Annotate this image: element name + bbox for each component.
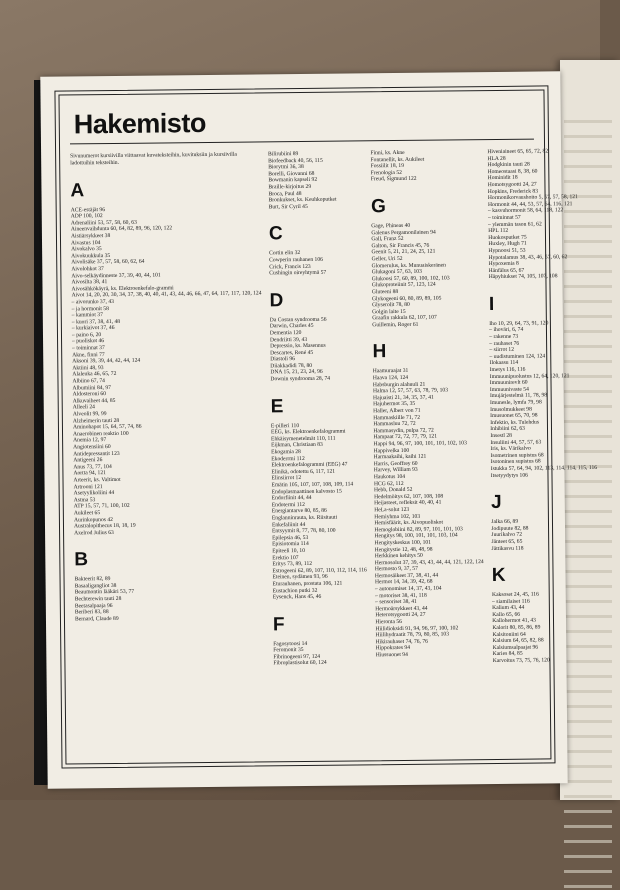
index-entry: Darwin, Charles 45 [269, 323, 314, 330]
index-entry: Hajuaisti 21, 34, 35, 37, 41 [372, 394, 434, 402]
index-entry: Iho 10, 29, 64, 73, 91, 120 [489, 320, 549, 327]
index-entry: Angiotensiini 60 [73, 443, 111, 451]
index-entry: Homeostaasi 8, 38, 60 [487, 168, 538, 175]
index-entry: – kuori 37, 38, 41, 48 [71, 318, 121, 326]
index-entry: Inhibiini 62, 63 [490, 426, 525, 433]
index-entry: Haukotus 104 [373, 473, 406, 481]
index-entry: Aivot 14, 20, 20, 30, 34, 37, 38, 40, 40, 41, 43, 44, 46, 66, 47, 64, 117, 117, 120, 124 [71, 290, 262, 299]
index-entry: – motoriset 38, 41, 118 [375, 592, 427, 599]
index-entry: Crick, Francis 123 [269, 263, 311, 270]
index-entry: HCG 62, 112 [373, 480, 404, 487]
index-entry: Itsetyydytys 106 [490, 472, 528, 479]
index-entry: Elinikä, odotettu 6, 117, 121 [271, 468, 336, 476]
index-entry: Hominidit 18 [487, 175, 518, 182]
index-entry: DNA 15, 21, 23, 24, 96 [270, 369, 323, 376]
index-entry: Aurinkopunos 42 [73, 516, 113, 523]
index-entry: Arteerit, ks. Valtimot [73, 476, 121, 484]
index-entry: Hermot 14, 34, 39, 42, 68 [374, 579, 433, 586]
index-entry: Hammasydin, pulpa 72, 72 [373, 427, 434, 435]
index-entry: Happi 94, 96, 97, 100, 101, 101, 102, 103 [373, 440, 467, 448]
index-entry: Hebb, Donald 52 [373, 487, 413, 494]
index-entry: Estrogeeni 62, 89, 107, 110, 112, 114, 116 [272, 567, 367, 575]
index-entry: Cushingin oireyhtymä 57 [269, 269, 327, 277]
index-entry: Aivokalvo 35 [71, 246, 102, 253]
index-entry: Alkuvaiheet 44, 85 [72, 397, 116, 405]
index-entry: Bakteerit 82, 89 [74, 576, 111, 583]
index-entry: Kallo 65, 66 [492, 611, 521, 618]
index-entry: Dendriitti 39, 43 [269, 336, 308, 343]
index-entry: Ehkäisymenetelmät 110, 111 [271, 435, 336, 443]
index-entry: Fagosytoosi 14 [273, 640, 308, 648]
index-entry: Axelrod Julius 63 [74, 529, 114, 537]
index-entry: Imusuonet 65, 70, 98 [490, 412, 538, 420]
index-entry: Hodgkinin tauti 28 [487, 161, 530, 169]
index-entry: Hajuhermot 35, 35 [373, 401, 416, 408]
index-entry: Aortta 94, 121 [73, 470, 106, 477]
index-entry: Heijasteet, refleksit 40, 40, 41 [374, 499, 442, 507]
index-entry: Aivosilta 38, 41 [71, 279, 108, 286]
index-entry: Immuunirevlt 60 [489, 379, 528, 387]
index-entry: Imusolmukkeet 98 [490, 406, 532, 413]
index-entry: HeLa-solut 123 [374, 506, 410, 514]
index-entry: Hormonit 44, 44, 53, 57, 64, 116, 121 [487, 200, 573, 208]
index-entry: Australopithecus 18, 18, 19 [73, 522, 136, 530]
index-entry: Graafin rakkula 62, 107, 107 [372, 314, 437, 322]
index-entry: Endorfiinit 44, 44 [271, 495, 312, 502]
index-entry: Glyserolit 78, 80 [372, 301, 410, 309]
index-entry: Diastoli 96 [270, 356, 295, 363]
index-entry: Fibroplastisolut 60, 124 [273, 660, 327, 667]
index-entry: Finni, ks. Akne [370, 149, 405, 157]
index-entry: Aldosteroni 60 [72, 391, 107, 398]
index-entry: Beaumontin lääkäri 53, 77 [74, 589, 135, 596]
index-entry: Aivokuukkula 35 [71, 252, 111, 260]
index-entry: Glomerulus, ks. Munuaiskeränen [371, 262, 446, 269]
index-entry: Hengityskeskus 100, 101 [374, 539, 431, 547]
index-entry: EEG, ks. Elektroenkefalogrammi [270, 428, 346, 436]
index-entry: Galenus Pergamonilainen 94 [371, 229, 436, 236]
index-entry: Emätin 105, 107, 107, 108, 109, 114 [271, 481, 354, 489]
index-entry: Aivastus 104 [70, 239, 101, 246]
index-entry: Ekogamia 28 [271, 449, 301, 456]
index-entry: Gall, Franz 52 [371, 236, 404, 243]
section-letter: K [491, 564, 506, 587]
index-entry: Feromonit 35 [273, 647, 304, 654]
index-entry: Diiakkadidi 78, 80 [270, 362, 313, 370]
index-entry: Hopkins, Frederick 83 [487, 188, 539, 195]
index-entry: Haller, Albert von 71 [373, 407, 421, 415]
index-entry: – toiminnat 57 [488, 214, 521, 221]
section-letter: J [490, 492, 502, 514]
index-entry: Iris, ks. Värikalvo [490, 445, 531, 453]
index-entry: – paino 6, 20 [71, 331, 102, 339]
index-entry: Fibrinogeeni 97, 124 [273, 653, 321, 661]
index-entry: Aksoni 39, 39, 44, 42, 44, 124 [72, 357, 141, 365]
index-entry: Immuunipuolustus 12, 64, 120, 121 [489, 372, 570, 380]
index-entry: Bechterewin tauti 28 [74, 595, 122, 603]
index-entry: HPL 112 [488, 227, 509, 235]
index-entry: Hippokrates 94 [375, 645, 411, 652]
index-entry: Aivo-selkäydinneste 37, 39, 40, 44, 101 [71, 272, 161, 279]
index-entry: – puoliskot 46 [72, 338, 105, 345]
index-entry: – rauhaset 76 [489, 340, 520, 347]
index-entry: Gluteeni 88 [371, 288, 399, 296]
index-entry: Fontanellit, ks. Aukileet [370, 156, 425, 163]
index-entry: E-pilleri 110 [270, 422, 300, 430]
section-letter: D [269, 289, 284, 312]
index-entry: Glukoosi 57, 60, 89, 100, 102, 103 [371, 275, 450, 283]
index-column [487, 148, 600, 755]
index-entry: Epilepsia 46, 53 [272, 534, 309, 542]
index-entry: Harvey, William 93 [373, 467, 418, 474]
index-entry: Frenologia 52 [370, 169, 402, 177]
index-entry: Jänteet 65, 65 [491, 538, 523, 545]
index-entry: Hammaskiille 71, 72 [373, 414, 421, 421]
index-entry: Bernard, Claude 89 [74, 615, 119, 623]
index-entry: Antidepressantit 123 [73, 450, 120, 457]
index-entry: Hiveniaineet 65, 65, 72, 82 [487, 148, 549, 156]
index-entry: Hermosto 9, 37, 57 [374, 566, 418, 573]
index-entry: Juurikalvo 72 [491, 532, 523, 539]
index-entry: Guillemin, Roger 61 [372, 321, 419, 329]
index-entry: – ylemmän tason 61, 62 [488, 221, 542, 228]
index-entry: Akne, finni 77 [72, 351, 105, 359]
index-entry: Aminohapot 15, 64, 57, 74, 86 [72, 423, 142, 431]
index-entry: Aivolohkot 37 [71, 266, 104, 273]
index-entry: – siirrot 12 [489, 347, 515, 354]
index-entry: Karvoitus 73, 75, 76, 120 [492, 657, 550, 665]
index-entry: HLA 28 [487, 155, 506, 162]
index-entry: Ilokaasu 114 [489, 360, 519, 367]
index-entry: Freud, Sigmund 122 [370, 176, 417, 183]
index-columns [70, 148, 598, 760]
index-entry: Homotsygootti 24, 27 [487, 181, 537, 189]
index-entry: Insuliini 44, 57, 57, 63 [490, 439, 542, 446]
index-entry: – toiminnat 37 [72, 345, 105, 352]
index-entry: Da Costan syndrooma 56 [269, 316, 327, 324]
index-entry: – siamilaiset 116 [492, 598, 530, 605]
index-entry: Golgin laite 15 [372, 308, 406, 315]
index-entry: Astma 53 [73, 496, 96, 504]
index-entry: Hammasluu 72, 72 [373, 421, 416, 428]
index-entry: Aivolisäke 37, 57, 58, 60, 62, 64 [71, 259, 145, 266]
index-entry: – kasvuhormonit 58, 64, 118, 122 [487, 207, 564, 215]
index-entry: ACE-estäjät 96 [70, 206, 106, 214]
index-entry: Haava 124, 124 [372, 374, 409, 382]
index-entry: Eturauhanen, prostata 106, 121 [272, 580, 343, 588]
index-entry: Geenit 5, 21, 21, 24, 25, 121 [371, 248, 436, 256]
index-entry: ATP 15, 57, 71, 100, 102 [73, 503, 130, 510]
index-entry: Kallohermot 41, 43 [492, 618, 536, 625]
index-entry: Eijkman, Christiaan 83 [271, 442, 323, 449]
index-entry: Hedelmöitys 62, 107, 108, 108 [374, 493, 444, 501]
index-entry: Hiilihydraatit 78, 79, 80, 85, 103 [375, 631, 450, 639]
index-entry: Eustachion putki 32 [272, 587, 318, 594]
index-entry: Häpyhiukset 74, 105, 107, 108 [488, 273, 558, 281]
index-entry: Hormonikorvaushoito 5, 57, 57, 58, 121 [487, 194, 578, 202]
section-letter: A [70, 179, 85, 202]
index-entry: Jodipuute 82, 88 [491, 525, 529, 532]
index-entry: Burt, Sir Cyril 45 [268, 203, 308, 211]
section-letter: E [270, 395, 284, 418]
index-entry: Biofeedback 40, 56, 115 [268, 157, 323, 164]
index-entry: Albiino 67, 74 [72, 378, 105, 385]
index-entry: Endoplasmaattinen kalvosto 15 [271, 488, 342, 495]
index-entry: Hemoglobiini 82, 89, 97, 101, 101, 103 [374, 526, 463, 533]
index-entry: Albumiini 84, 97 [72, 384, 111, 392]
index-entry: Imunesle, lymfa 79, 98 [489, 399, 542, 407]
index-entry: Hermosolut 37, 39, 43, 43, 44, 44, 121, 122, 124 [374, 558, 484, 566]
index-entry: Bilirubiini 89 [268, 151, 299, 158]
index-entry: Harmaakaihi, kaihi 121 [373, 453, 427, 461]
index-entry: Galton, Sir Francis 45, 76 [371, 242, 430, 250]
index-entry: Ekoderrmi 112 [271, 455, 305, 462]
index-entry: Imujärjestelmä 11, 78, 98 [489, 392, 548, 400]
index-entry: ADP 100, 102 [70, 213, 103, 220]
index-entry: Alleeli 24 [72, 404, 96, 411]
index-entry: Borelli, Giovanni 68 [268, 170, 315, 178]
index-entry: Elektroenkefalogrammi (EEG) 47 [271, 461, 348, 469]
index-entry: Aktiini 48, 93 [72, 364, 104, 372]
index-entry: Jalka 66, 89 [491, 518, 519, 526]
index-entry: Episiotomia 114 [272, 541, 309, 548]
index-entry: Endotermi 112 [271, 501, 305, 509]
index-entry: Cowperin rauhanen 106 [269, 256, 323, 264]
index-entry: Hieronta 56 [375, 619, 402, 626]
index-entry: Entsyymit 8, 77, 78, 80, 100 [271, 527, 336, 535]
index-entry: Anaerobinen reaktio 100 [72, 430, 129, 438]
index-entry: Kalorit 80, 85, 86, 89 [492, 624, 541, 632]
index-entry: – kammiot 37 [71, 312, 103, 319]
index-entry: Adrenaliini 53, 57, 58, 60, 63 [70, 219, 137, 227]
index-entry: Jättikasvu 118 [491, 545, 524, 552]
index-entry: Englanninrauta, ks. Riisitauti [271, 514, 338, 522]
index-entry: Antigeeni 26 [73, 457, 103, 464]
index-entry: – aivorunko 37, 43 [71, 298, 114, 306]
index-entry: Habsburgin alahuuli 21 [372, 381, 426, 388]
index-entry: Hänfälus 65, 67 [488, 267, 525, 274]
index-entry: Hermoärsykkeet 43, 44 [375, 605, 428, 613]
index-entry: Downin syndrooma 28, 74 [270, 375, 331, 383]
index-entry: Haamuraajat 31 [372, 368, 409, 375]
section-letter: G [370, 196, 386, 218]
index-entry: Insestl 28 [490, 432, 512, 440]
index-entry: Kaksoset 24, 45, 116 [491, 591, 539, 599]
index-entry: Hiussuonet 94 [375, 651, 408, 659]
index-entry: Anus 73, 77, 104 [73, 463, 112, 471]
index-entry: – autonomiset 14, 37, 43, 104 [375, 585, 442, 593]
section-letter: H [372, 341, 387, 363]
index-entry: Hiilidioksidi 91, 94, 96, 97, 100, 102 [375, 625, 459, 632]
index-entry: – ja hormonit 58 [71, 305, 109, 312]
index-entry: – ihoväri, 6, 74 [489, 327, 524, 334]
section-letter: B [74, 549, 89, 571]
index-entry: Elinsiirrot 12 [271, 475, 302, 482]
index-entry: – kurkiaivot 37, 46 [71, 325, 115, 332]
index-entry: Energiantarve 80, 85, 86 [271, 508, 327, 515]
index-entry: Descartes, René 45 [270, 349, 314, 357]
index-entry: Kalsiumsalpaajat 96 [492, 644, 539, 651]
index-entry: Hemisfäärit, ks. Aivopuoliskot [374, 519, 444, 527]
index-entry: Eysenck, Hans 45, 46 [272, 593, 322, 601]
index-entry: Aivosähkökäyrä, ks. Elektroenkefalo-grammi [71, 285, 174, 293]
index-entry: Beriberi 83, 88 [74, 609, 109, 616]
index-page [40, 71, 598, 788]
index-entry: Aineenvaihdunta 60, 64, 82, 89, 96, 120, 122 [70, 225, 173, 233]
index-entry: – uudistuminen 124, 124 [489, 353, 546, 360]
index-entry: Braille-kirjoitus 29 [268, 183, 312, 191]
index-entry: Hypotalamus 38, 43, 46, 57, 60, 62 [488, 253, 568, 261]
index-entry: Kalium 43, 44 [492, 604, 525, 612]
index-entry: – sensoriset 38, 41 [375, 599, 417, 606]
section-letter: I [488, 293, 495, 315]
index-entry: Kalsium 64, 65, 82, 88 [492, 637, 544, 645]
index-entry: Hemiyhma 102, 103 [374, 513, 421, 520]
index-entry: Happivelka 100 [373, 447, 410, 454]
index-entry: – rakenne 73 [489, 333, 519, 341]
index-entry: Istukka 57, 64, 94, 102, 113, 114, 114, 115, 116 [490, 464, 598, 472]
index-entry: Dementia 120 [269, 329, 302, 337]
index-entry: Aukileet 65 [73, 510, 101, 517]
index-entry: Isometrinen supistus 68 [490, 452, 544, 459]
index-entry: Geller, Uri 52 [371, 255, 403, 263]
index-entry: Glukagoni 57, 63, 103 [371, 268, 422, 276]
index-entry: Erektio 107 [272, 554, 299, 561]
index-column [370, 149, 485, 756]
index-intro: Sivunumerot kursiivilla viittaavat kuvateksteihin, kuvituksiin ja kursiivilla ladottuihin teksteihin. [70, 151, 237, 167]
index-entry: Eritys 73, 89, 112 [272, 561, 313, 568]
index-entry: Cortin elin 32 [269, 250, 301, 257]
section-letter: F [272, 613, 285, 636]
index-entry: Glykogeeni 60, 80, 89, 89, 105 [371, 295, 442, 302]
page-frame [58, 89, 598, 764]
index-entry: Hermosäikeet 37, 38, 41, 44 [374, 572, 439, 580]
index-entry: Biorytmi 36, 38 [268, 164, 304, 171]
index-entry: Karies 84, 85 [492, 651, 523, 658]
index-entry: Heterotsygootti 24, 27 [375, 612, 426, 619]
index-entry: Hengitys 98, 100, 101, 101, 103, 104 [374, 532, 458, 540]
index-entry: Herkkinen kehitys 50 [374, 552, 423, 560]
index-column [70, 151, 266, 759]
index-entry: Hypnoosi 51, 53 [488, 247, 526, 254]
section-letter: C [268, 223, 283, 245]
index-entry: Alzheimerin tauti 28 [72, 417, 120, 425]
index-entry: Bowmanin kapseli 92 [268, 177, 318, 184]
index-entry: Halma 12, 57, 57, 63, 78, 79, 103 [372, 387, 449, 395]
index-entry: Isotoninen supistus 68 [490, 458, 541, 466]
index-entry: Bronkukset, ks. Keuhkoputket [268, 196, 337, 204]
index-entry: Anemia 12, 97 [73, 437, 107, 444]
index-entry: Beetasalpaaja 96 [74, 602, 113, 610]
index-entry: Asetyylikoliini 44 [73, 490, 115, 497]
index-entry: Imetys 116, 116 [489, 366, 526, 374]
index-entry: Fossiilit 18, 19 [370, 163, 405, 170]
index-entry: Enkefaliinit 44 [271, 521, 306, 528]
index-entry: Glukoproteiinit 57, 123, 124 [371, 281, 436, 289]
index-entry: Harris, Geoffrey 60 [373, 460, 418, 468]
index-entry: Depressio, ks. Masennus [270, 342, 326, 350]
index-entry: Broca, Paul 48 [268, 190, 302, 197]
index-entry: Alveolit 99, 99 [72, 411, 107, 418]
index-entry: Kalsitoniini 64 [492, 631, 526, 638]
index-entry: Infektio, ks. Tulehdus [490, 419, 540, 426]
index-entry: Gage, Phineas 40 [371, 222, 411, 230]
index-entry: Immuunivaste 54 [489, 386, 529, 393]
index-entry: Epiteeli 10, 10 [272, 547, 306, 555]
index-entry: Hypoxemia 8 [488, 260, 519, 268]
index-entry: Alaleuka 46, 65, 72 [72, 371, 117, 378]
index-entry: Huxley, Hugh 71 [488, 240, 527, 248]
index-entry: Artrooni 121 [73, 483, 103, 490]
index-entry: Huokosputket 75 [488, 234, 527, 241]
index-entry: Basaaligangliot 38 [74, 582, 117, 590]
index-entry: Aistiärsykkeet 38 [70, 232, 111, 240]
index-entry: Hengitystie 12, 48, 48, 98 [374, 546, 433, 553]
index-column [268, 150, 369, 757]
page-title: Hakemisto [73, 108, 206, 140]
index-entry: Eteinen, sydämen 93, 96 [272, 574, 328, 581]
index-entry: Hampaat 72, 72, 77, 79, 121 [373, 434, 438, 441]
index-entry: Hikirauhaset 74, 76, 76 [375, 638, 428, 646]
